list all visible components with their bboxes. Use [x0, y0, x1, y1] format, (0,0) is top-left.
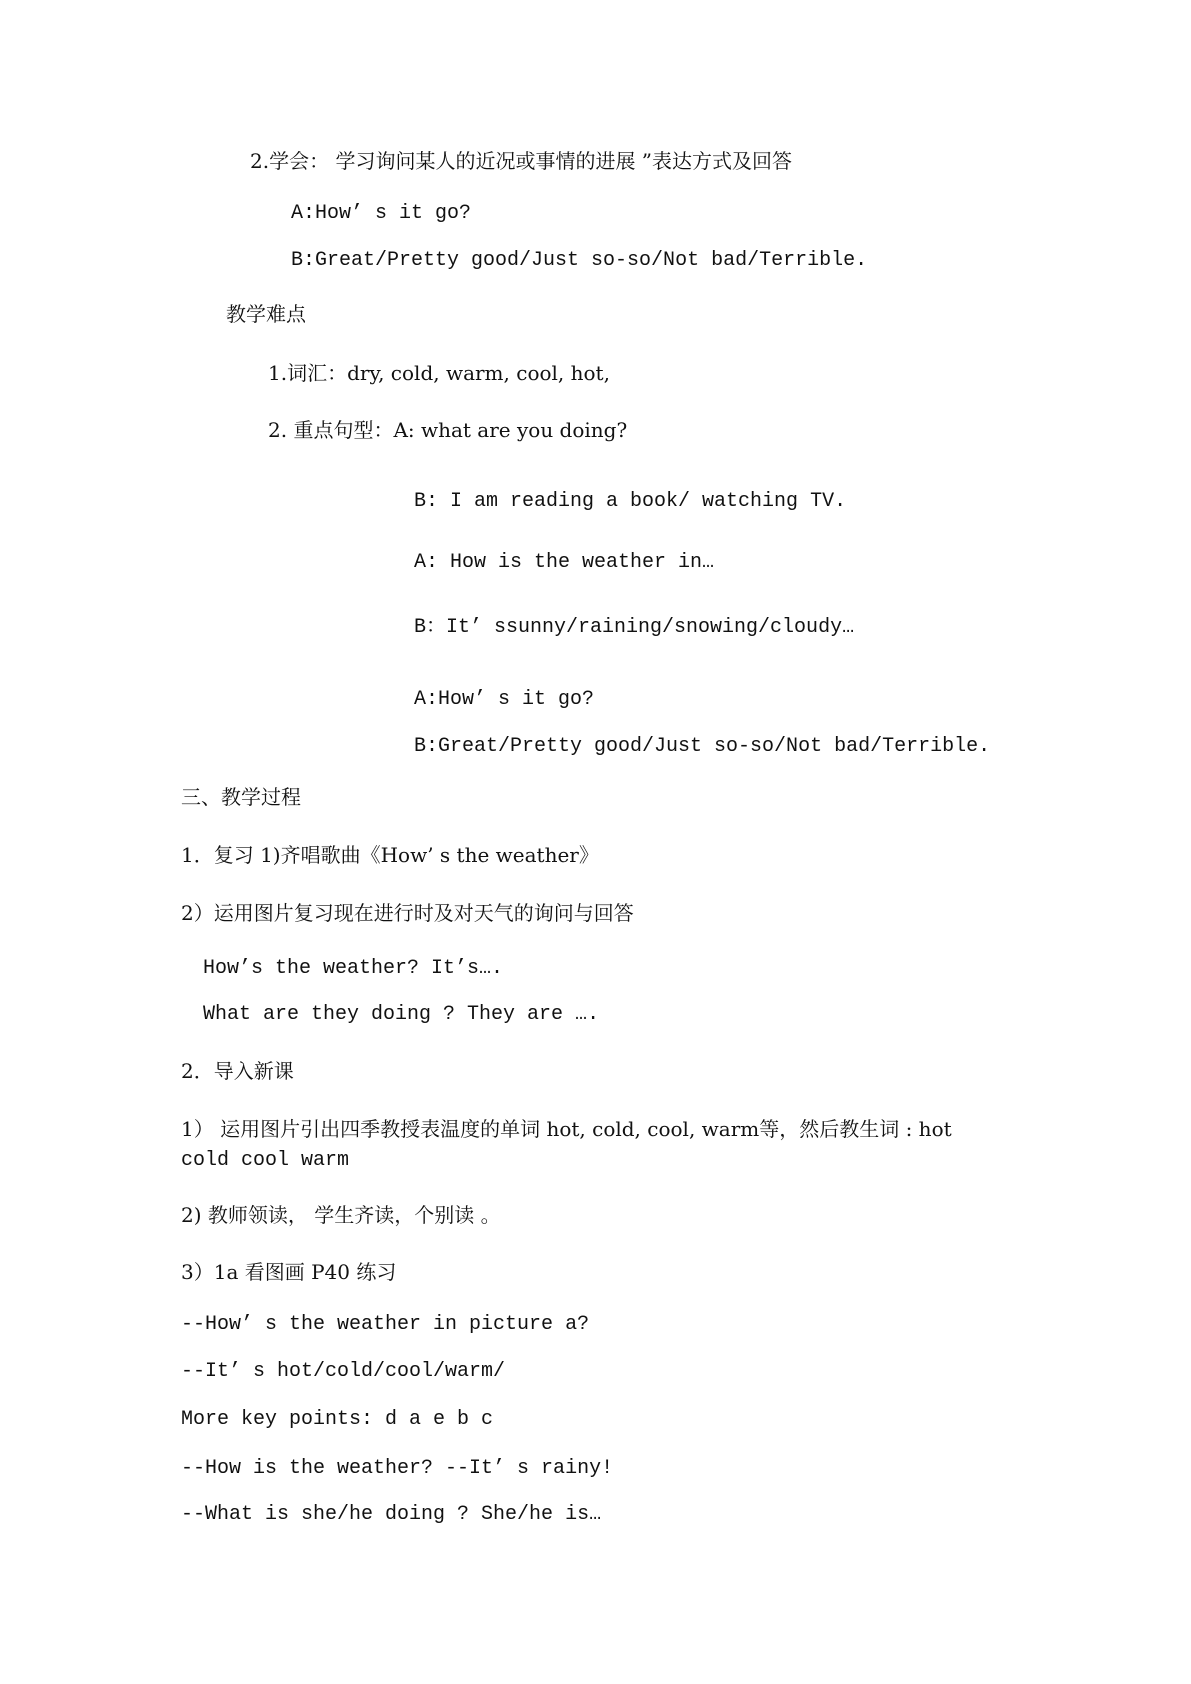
- line-vocabulary: 1.词汇：dry, cold, warm, cool, hot,: [268, 361, 610, 385]
- line-answer-temperature: --It’ s hot/cold/cool/warm/: [181, 1360, 506, 1383]
- line-she-he-doing: --What is she/he doing ? She/he is…: [181, 1503, 602, 1526]
- line-review-pictures: 2）运用图片复习现在进行时及对天气的询问与回答: [181, 901, 634, 925]
- line-dialogue-b-2: B:Great/Pretty good/Just so-so/Not bad/Terrible.: [414, 735, 991, 758]
- line-question-picture: --How’ s the weather in picture a?: [181, 1313, 590, 1336]
- line-exercise-1a: 3）1a 看图画 P40 练习: [181, 1260, 397, 1284]
- line-what-doing: What are they doing ? They are ….: [203, 1003, 600, 1026]
- line-key-points: More key points: d a e b c: [181, 1408, 494, 1431]
- heading-new-lesson: 2．导入新课: [181, 1059, 294, 1083]
- line-dialogue-a-2: A:How’ s it go?: [414, 688, 595, 711]
- line-hows-weather: How’s the weather? It’s….: [203, 957, 504, 980]
- line-dialogue-b: B:Great/Pretty good/Just so-so/Not bad/Terrible.: [291, 249, 868, 272]
- line-learn-goal-2: 2.学会： 学习询问某人的近况或事情的进展 ”表达方式及回答: [250, 149, 793, 173]
- heading-teaching-process: 三、教学过程: [181, 785, 301, 809]
- line-temperature-words: 1） 运用图片引出四季教授表温度的单词 hot, cold, cool, warm等，然后教生词 : hot: [181, 1117, 952, 1141]
- line-rainy-dialogue: --How is the weather? --It’ s rainy!: [181, 1457, 614, 1480]
- line-key-sentences: 2. 重点句型：A: what are you doing?: [268, 418, 628, 442]
- line-answer-reading: B: I am reading a book/ watching TV.: [414, 490, 847, 513]
- line-dialogue-a: A:How’ s it go?: [291, 202, 472, 225]
- line-answer-weather: B：It’ ssunny/raining/snowing/cloudy…: [414, 616, 855, 639]
- heading-teaching-difficulty: 教学难点: [226, 302, 306, 326]
- line-question-weather: A: How is the weather in…: [414, 551, 715, 574]
- line-review-song: 1．复习 1)齐唱歌曲《How’ s the weather》: [181, 843, 599, 867]
- line-reading-practice: 2) 教师领读， 学生齐读，个别读 。: [181, 1203, 501, 1227]
- line-new-words: cold cool warm: [181, 1149, 350, 1172]
